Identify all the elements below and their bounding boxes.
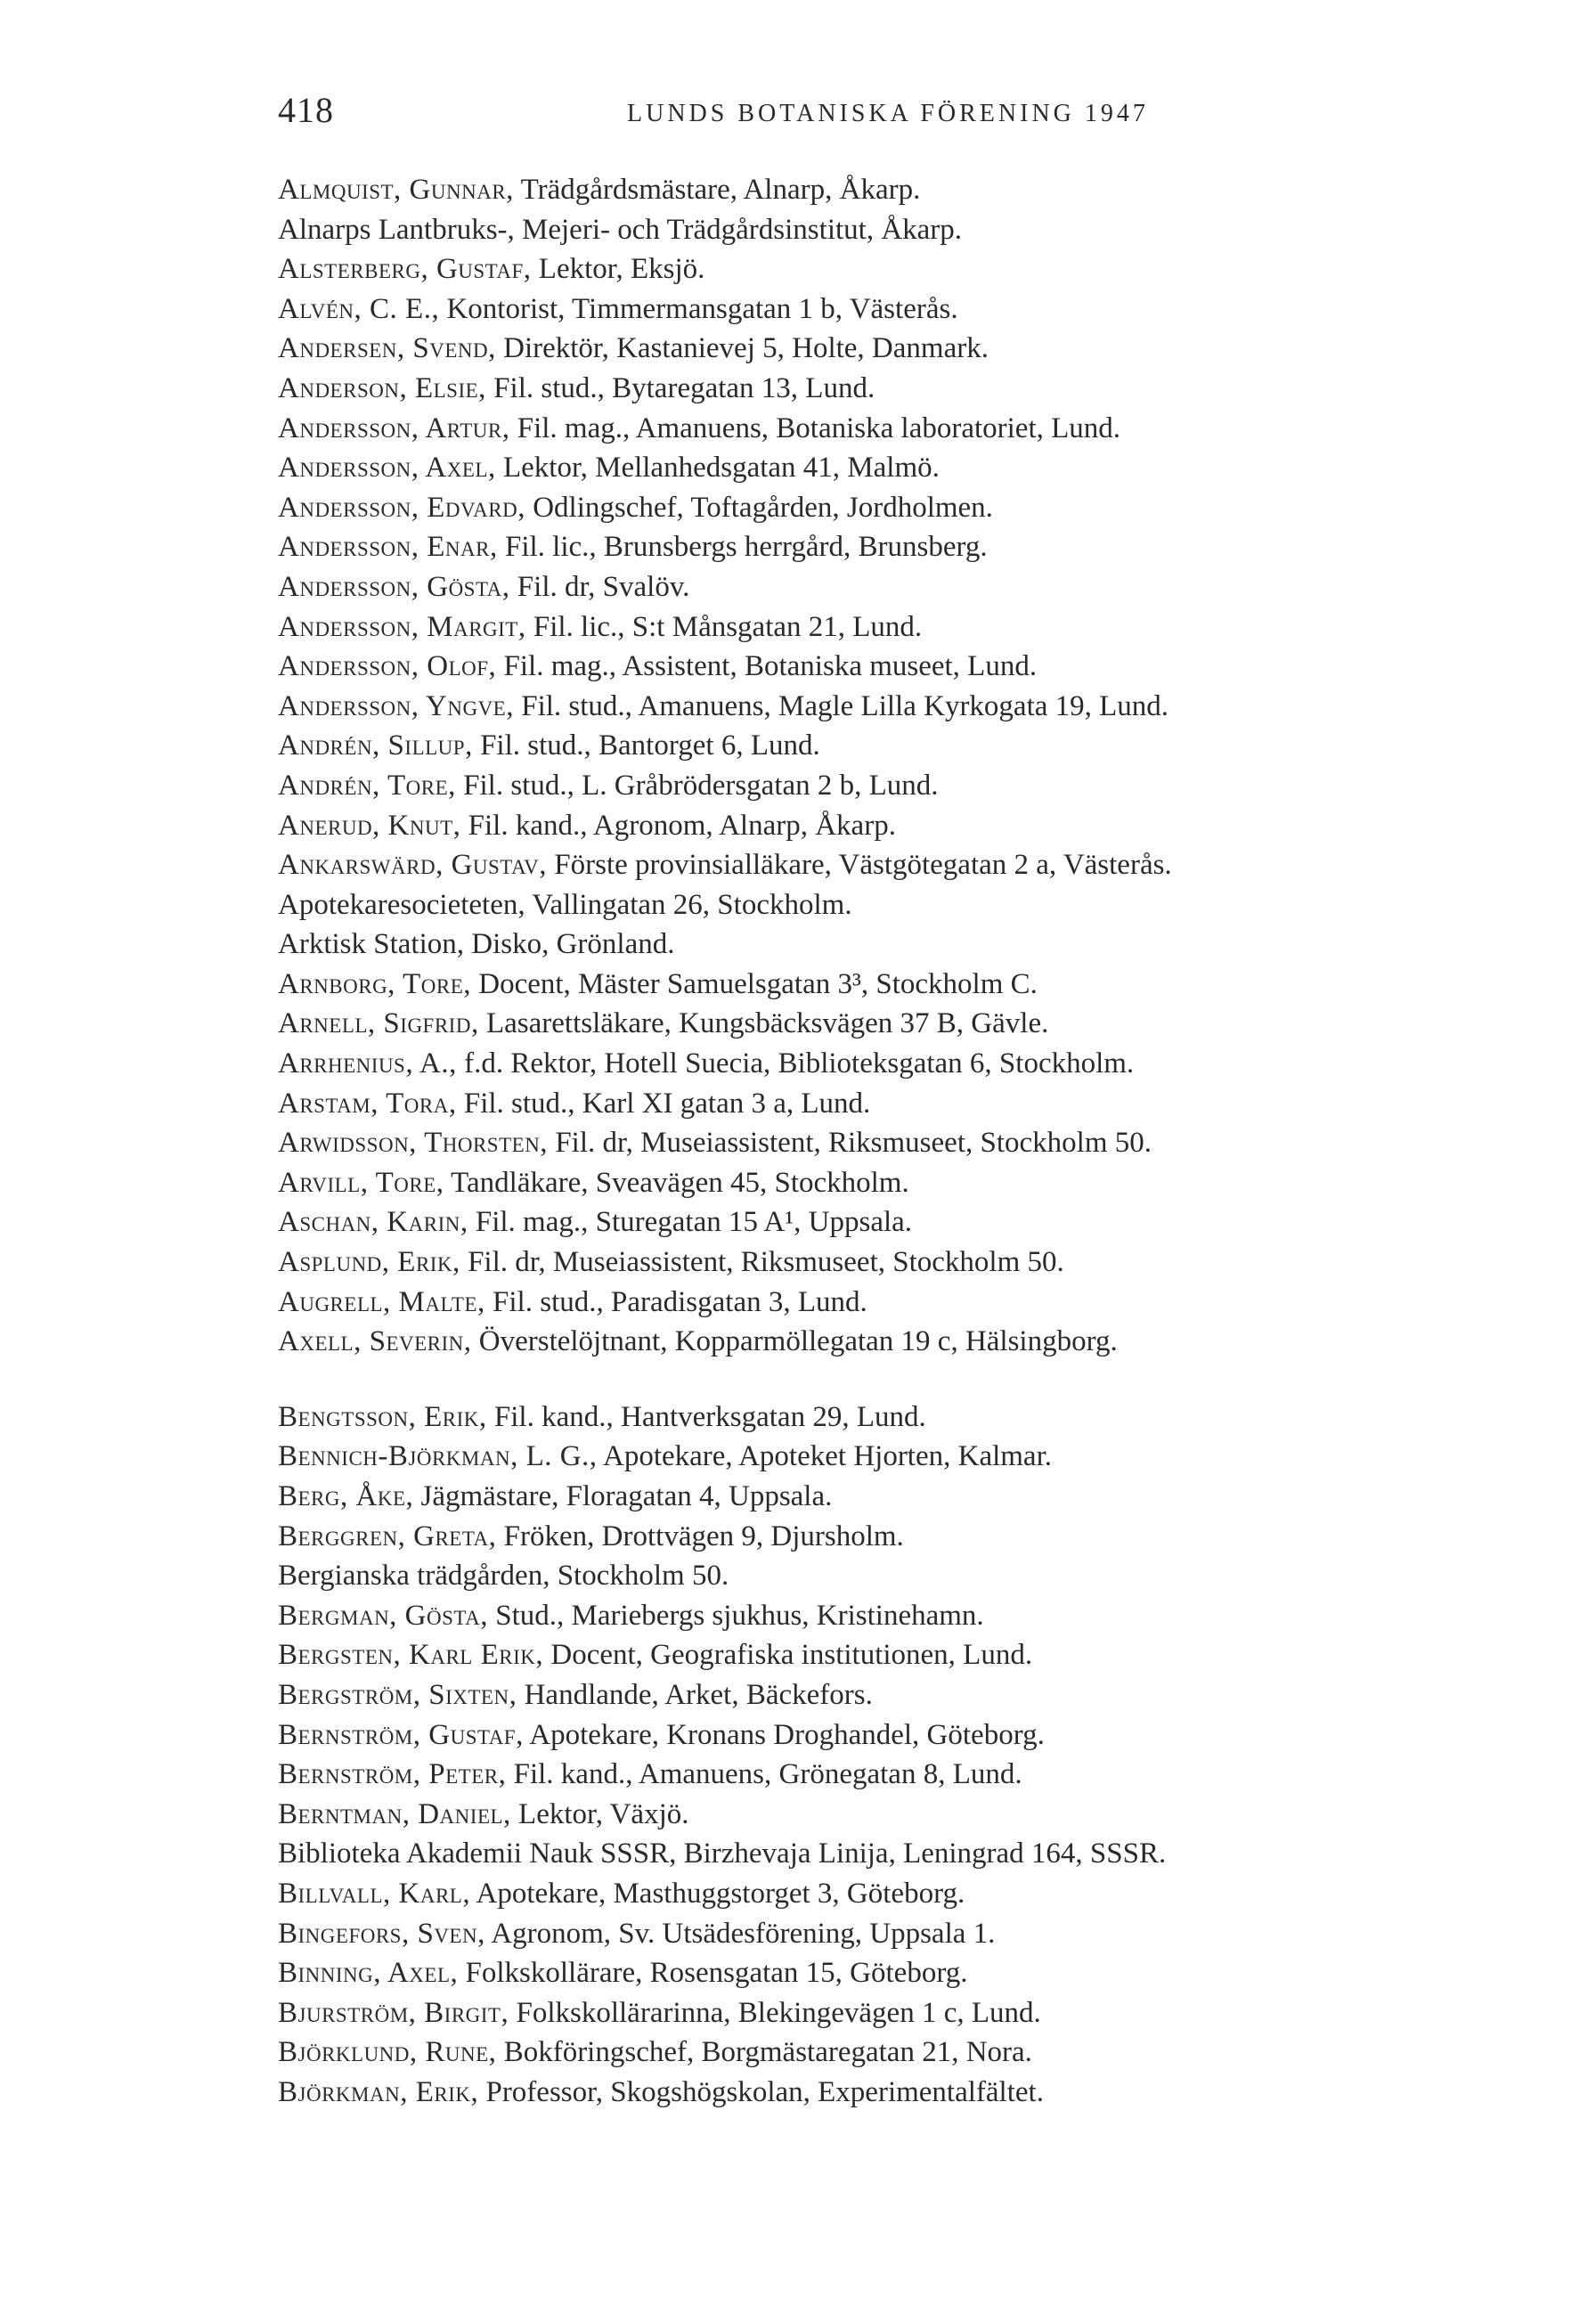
member-name: Andersson, Olof, xyxy=(278,650,497,683)
member-details: Docent, Mäster Samuelsgatan 3³, Stockholm C. xyxy=(471,967,1038,1000)
member-entry xyxy=(278,806,1543,846)
member-entry xyxy=(278,885,1543,925)
member-details: Docent, Geografiska institutionen, Lund. xyxy=(543,1639,1033,1672)
member-entry xyxy=(278,1004,1543,1044)
member-entry xyxy=(278,567,1543,607)
member-name: Almquist, Gunnar, xyxy=(278,174,514,206)
member-details: Fil. mag., Assistent, Botaniska museet, Lund. xyxy=(496,650,1038,683)
member-entry xyxy=(278,1517,1543,1557)
member-entry xyxy=(278,1715,1543,1756)
member-name: Andersson, Axel, xyxy=(278,452,496,485)
member-entry xyxy=(278,527,1543,567)
member-name: Axell, Severin, xyxy=(278,1325,472,1358)
member-entry xyxy=(278,845,1543,885)
member-name: Anderson, Elsie, xyxy=(278,371,486,404)
member-details: Fil. stud., L. Gråbrödersgatan 2 b, Lund. xyxy=(455,769,939,802)
member-entry xyxy=(278,2033,1543,2073)
member-entry xyxy=(278,2073,1543,2113)
member-entry xyxy=(278,925,1543,965)
member-details: Fil. stud., Bantorget 6, Lund. xyxy=(472,729,820,762)
member-entry xyxy=(278,1874,1543,1914)
member-name: Alsterberg, Gustaf, xyxy=(278,253,532,286)
member-name: Andersson, Artur, xyxy=(278,411,510,444)
member-name: Bengtsson, Erik, xyxy=(278,1400,487,1433)
member-details: Agronom, Sv. Utsädesförening, Uppsala 1. xyxy=(484,1917,996,1950)
member-name: Bennich-Björkman, L. G., xyxy=(278,1440,598,1473)
member-entry xyxy=(278,170,1543,210)
member-entry xyxy=(278,1795,1543,1835)
member-name: Aschan, Karin, xyxy=(278,1206,468,1239)
member-name: Arvill, Tore, xyxy=(278,1166,444,1199)
member-details: Fil. kand., Amanuens, Grönegatan 8, Lund. xyxy=(506,1758,1022,1791)
member-name: Alvén, C. E., xyxy=(278,292,440,325)
member-name: Björklund, Rune, xyxy=(278,2036,497,2069)
member-name: Bergsten, Karl Erik, xyxy=(278,1639,544,1672)
member-entry xyxy=(278,369,1543,409)
member-name: Bernström, Peter, xyxy=(278,1758,507,1791)
member-details: Fil. lic., S:t Månsgatan 21, Lund. xyxy=(525,610,923,643)
member-name: Billvall, Karl, xyxy=(278,1877,471,1910)
member-entry xyxy=(278,1834,1543,1874)
member-entry xyxy=(278,687,1543,727)
running-title: LUNDS BOTANISKA FÖRENING 1947 xyxy=(627,100,1149,127)
member-details: Apotekaresocieteten, Vallingatan 26, Stockholm. xyxy=(278,888,852,921)
member-name: Andersson, Edvard, xyxy=(278,491,525,524)
member-name: Ankarswärd, Gustav, xyxy=(278,849,548,882)
member-details: Lasarettsläkare, Kungsbäcksvägen 37 B, Gävle. xyxy=(478,1007,1049,1040)
member-details: Biblioteka Akademii Nauk SSSR, Birzhevaja Linija, Leningrad 164, SSSR. xyxy=(278,1837,1167,1870)
member-entry xyxy=(278,726,1543,766)
member-details: Fröken, Drottvägen 9, Djursholm. xyxy=(496,1520,904,1552)
member-details: Apotekare, Kronans Droghandel, Göteborg. xyxy=(523,1718,1045,1751)
member-name: Andersson, Yngve, xyxy=(278,689,514,722)
member-name: Andersson, Gösta, xyxy=(278,570,510,603)
page-number: 418 xyxy=(278,90,334,130)
member-details: Förste provinsialläkare, Västgötegatan 2 a, Västerås. xyxy=(547,849,1172,882)
member-details: Alnarps Lantbruks-, Mejeri- och Trädgårdsinstitut, Åkarp. xyxy=(278,213,963,246)
member-details: Fil. stud., Karl XI gatan 3 a, Lund. xyxy=(456,1087,871,1120)
member-entry xyxy=(278,1437,1543,1477)
member-list xyxy=(278,170,1543,2113)
member-name: Binning, Axel, xyxy=(278,1957,459,1990)
page-header xyxy=(278,89,1222,143)
member-details: Fil. kand., Agronom, Alnarp, Åkarp. xyxy=(460,809,896,842)
member-name: Asplund, Erik, xyxy=(278,1246,460,1279)
member-details: Folkskollärarinna, Blekingevägen 1 c, Lund. xyxy=(509,1996,1041,2029)
member-entry xyxy=(278,1044,1543,1084)
member-name: Anerud, Knut, xyxy=(278,809,461,842)
member-details: Fil. stud., Amanuens, Magle Lilla Kyrkogata 19, Lund. xyxy=(513,689,1169,722)
member-details: Fil. lic., Brunsbergs herrgård, Brunsberg. xyxy=(497,531,988,564)
member-details: f.d. Rektor, Hotell Suecia, Biblioteksgatan 6, Stockholm. xyxy=(456,1047,1135,1080)
member-details: Kontorist, Timmermansgatan 1 b, Västerås. xyxy=(439,292,958,325)
member-entry xyxy=(278,1675,1543,1715)
member-name: Andersson, Margit, xyxy=(278,610,526,643)
member-name: Arnborg, Tore, xyxy=(278,967,471,1000)
member-entry xyxy=(278,409,1543,449)
member-entry xyxy=(278,1283,1543,1323)
member-name: Bergström, Sixten, xyxy=(278,1678,517,1711)
member-name: Andrén, Tore, xyxy=(278,769,456,802)
member-name: Bingefors, Sven, xyxy=(278,1917,485,1950)
member-details: Trädgårdsmästare, Alnarp, Åkarp. xyxy=(513,174,921,206)
member-entry xyxy=(278,607,1543,648)
member-details: Apotekare, Apoteket Hjorten, Kalmar. xyxy=(597,1440,1052,1473)
member-details: Lektor, Mellanhedsgatan 41, Malmö. xyxy=(495,452,940,485)
member-details: Fil. stud., Bytaregatan 13, Lund. xyxy=(485,371,875,404)
member-name: Andrén, Sillup, xyxy=(278,729,473,762)
member-entry xyxy=(278,329,1543,369)
member-entry xyxy=(278,488,1543,528)
member-details: Stud., Mariebergs sjukhus, Kristinehamn. xyxy=(487,1599,984,1632)
member-details: Lektor, Eksjö. xyxy=(531,253,705,286)
member-entry xyxy=(278,647,1543,687)
member-entry xyxy=(278,1914,1543,1954)
member-name: Bernström, Gustaf, xyxy=(278,1718,524,1751)
member-name: Björkman, Erik, xyxy=(278,2075,479,2108)
member-entry xyxy=(278,1596,1543,1636)
member-name: Arstam, Tora, xyxy=(278,1087,457,1120)
member-details: Professor, Skogshögskolan, Experimentalfältet. xyxy=(478,2075,1044,2108)
member-name: Berggren, Greta, xyxy=(278,1520,497,1552)
member-name: Andersson, Enar, xyxy=(278,531,498,564)
member-details: Direktör, Kastanievej 5, Holte, Danmark. xyxy=(495,332,989,365)
member-entry xyxy=(278,289,1543,330)
member-details: Fil. dr, Museiassistent, Riksmuseet, Stockholm 50. xyxy=(460,1246,1064,1279)
member-entry xyxy=(278,210,1543,250)
member-details: Bergianska trädgården, Stockholm 50. xyxy=(278,1560,729,1593)
member-details: Bokföringschef, Borgmästaregatan 21, Nora. xyxy=(496,2036,1032,2069)
member-details: Jägmästare, Floragatan 4, Uppsala. xyxy=(413,1480,833,1512)
member-name: Augrell, Malte, xyxy=(278,1285,485,1318)
member-entry xyxy=(278,1556,1543,1596)
member-entry xyxy=(278,1397,1543,1438)
member-name: Bjurström, Birgit, xyxy=(278,1996,509,2029)
member-details: Folkskollärare, Rosensgatan 15, Göteborg. xyxy=(458,1957,968,1990)
member-name: Arnell, Sigfrid, xyxy=(278,1007,479,1040)
member-entry xyxy=(278,1084,1543,1124)
member-entry xyxy=(278,1993,1543,2033)
member-name: Berg, Åke, xyxy=(278,1480,414,1512)
member-details: Fil. mag., Amanuens, Botaniska laboratoriet, Lund. xyxy=(509,411,1121,444)
member-entry xyxy=(278,1202,1543,1243)
member-details: Fil. dr, Svalöv. xyxy=(509,570,690,603)
member-details: Handlande, Arket, Bäckefors. xyxy=(517,1678,873,1711)
member-name: Bergman, Gösta, xyxy=(278,1599,488,1632)
member-entry xyxy=(278,1635,1543,1675)
member-details: Tandläkare, Sveavägen 45, Stockholm. xyxy=(444,1166,909,1199)
member-name: Andersen, Svend, xyxy=(278,332,496,365)
member-details: Fil. dr, Museiassistent, Riksmuseet, Stockholm 50. xyxy=(548,1127,1152,1160)
member-entry xyxy=(278,1953,1543,1993)
member-name: Berntman, Daniel, xyxy=(278,1797,511,1830)
member-name: Arrhenius, A., xyxy=(278,1047,457,1080)
member-details: Lektor, Växjö. xyxy=(510,1797,689,1830)
member-details: Odlingschef, Toftagården, Jordholmen. xyxy=(525,491,993,524)
member-entry xyxy=(278,448,1543,488)
member-details: Fil. mag., Sturegatan 15 A¹, Uppsala. xyxy=(468,1206,913,1239)
member-entry xyxy=(278,965,1543,1005)
member-details: Apotekare, Masthuggstorget 3, Göteborg. xyxy=(470,1877,965,1910)
member-details: Fil. kand., Hantverksgatan 29, Lund. xyxy=(486,1400,926,1433)
member-details: Överstelöjtnant, Kopparmöllegatan 19 c, Hälsingborg. xyxy=(471,1325,1118,1358)
member-entry xyxy=(278,1322,1543,1362)
member-entry xyxy=(278,249,1543,289)
member-entry xyxy=(278,1243,1543,1283)
member-entry xyxy=(278,1477,1543,1517)
member-entry xyxy=(278,1123,1543,1163)
member-details: Fil. stud., Paradisgatan 3, Lund. xyxy=(484,1285,867,1318)
member-name: Arwidsson, Thorsten, xyxy=(278,1127,549,1160)
member-entry xyxy=(278,1163,1543,1203)
member-details: Arktisk Station, Disko, Grönland. xyxy=(278,928,675,961)
member-entry xyxy=(278,1755,1543,1795)
member-entry xyxy=(278,766,1543,806)
